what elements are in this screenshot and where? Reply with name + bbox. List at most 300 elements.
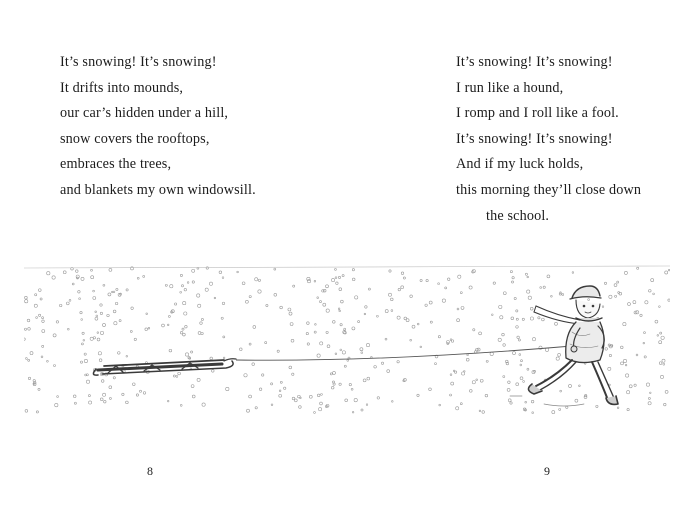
snowflake-dot: [657, 335, 659, 337]
snowflake-dot: [162, 324, 165, 327]
snowflake-dot: [107, 314, 110, 317]
poem-line: It’s snowing! It’s snowing!: [60, 54, 217, 70]
snowflake-dot: [502, 333, 505, 336]
snowflake-dot: [412, 325, 415, 328]
snowflake-dot: [115, 302, 118, 305]
snowflake-dot: [623, 322, 626, 325]
snowflake-dot: [648, 402, 651, 405]
snowflake-dot: [438, 336, 440, 338]
snowflake-dot: [482, 411, 485, 414]
snowflake-dot: [545, 348, 548, 351]
snowflake-dot: [426, 279, 428, 281]
snowflake-dot: [259, 388, 262, 391]
snowflake-dot: [363, 379, 366, 382]
snowflake-dot: [617, 281, 619, 283]
poem-line: I run like a hound,: [456, 79, 564, 96]
snowflake-dot: [366, 404, 368, 406]
snowflake-dot: [655, 320, 658, 323]
snowflake-dot: [145, 328, 148, 331]
snowflake-dot: [242, 282, 245, 285]
snowflake-dot: [38, 388, 40, 390]
snowflake-dot: [439, 404, 441, 406]
snowflake-dot: [330, 373, 332, 375]
snowflake-dot: [100, 331, 103, 334]
snowflake-dot: [99, 359, 102, 362]
snowflake-dot: [344, 328, 346, 330]
snowflake-dot: [291, 339, 294, 342]
snowflake-dot: [636, 354, 638, 356]
snowflake-dot: [391, 310, 393, 312]
snowflake-dot: [126, 289, 128, 291]
snowflake-dot: [109, 268, 112, 271]
snowflake-dot: [364, 313, 366, 315]
snowflake-dot: [645, 301, 648, 304]
snowflake-dot: [342, 275, 344, 277]
snowflake-dot: [579, 385, 581, 387]
poem-line: the school.: [486, 207, 550, 224]
snowflake-dot: [442, 299, 445, 302]
snowflake-dot: [74, 402, 76, 404]
snowflake-dot: [625, 364, 627, 366]
snowflake-dot: [57, 396, 59, 398]
poem-line: It drifts into mounds,: [60, 79, 184, 96]
snowflake-dot: [255, 407, 257, 409]
snowflake-dot: [300, 397, 302, 399]
snowflake-dot: [323, 303, 326, 306]
snowflake-dot: [617, 407, 619, 409]
child-figure-icon: [510, 286, 618, 406]
snowflake-dot: [335, 268, 337, 270]
snowflake-dot: [35, 294, 37, 296]
snowflake-dot: [109, 397, 111, 399]
snowflake-dot: [503, 376, 505, 378]
snowflake-dot: [500, 316, 503, 319]
snowflake-dot: [67, 328, 69, 330]
snowflake-dot: [493, 282, 495, 284]
snowflake-dot: [320, 402, 323, 405]
snowflake-dot: [200, 322, 203, 325]
snowflake-dot: [615, 295, 617, 297]
snowflake-dot: [381, 362, 383, 364]
snowflake-dot: [417, 394, 419, 396]
snowflake-dot: [525, 273, 527, 275]
snowflake-dot: [27, 319, 30, 322]
snowflake-dot: [512, 277, 514, 279]
snowflake-dot: [146, 313, 148, 315]
poem-line: this morning they’ll close down: [456, 181, 642, 198]
snowflake-dot: [547, 275, 550, 278]
snowflake-dot: [466, 358, 469, 361]
snowflake-dot: [201, 318, 203, 320]
snowflake-dot: [528, 296, 531, 299]
snowflake-dot: [91, 276, 94, 279]
poem-line: embraces the trees,: [60, 156, 172, 173]
snowflake-dot: [258, 290, 261, 293]
snowflake-dot: [457, 308, 459, 310]
snowflake-dot: [438, 283, 440, 285]
snowflake-dot: [388, 293, 391, 296]
snowflake-dot: [664, 403, 667, 406]
snowflake-dot: [621, 346, 624, 349]
snowflake-dot: [646, 383, 649, 386]
snowflake-dot: [76, 275, 79, 278]
snowflake-dot: [113, 377, 115, 379]
snowflake-dot: [651, 279, 654, 282]
snowflake-dot: [183, 333, 186, 336]
snowflake-dot: [191, 351, 193, 353]
snowflake-dot: [79, 298, 81, 300]
snowflake-dot: [245, 300, 248, 303]
snowflake-dot: [249, 296, 251, 298]
snowflake-dot: [93, 297, 96, 300]
snowflake-dot: [178, 372, 181, 375]
snowflake-dot: [469, 390, 472, 393]
snowflake-dot: [167, 324, 169, 326]
snowflake-dot: [131, 307, 133, 309]
snowflake-dot: [284, 387, 286, 389]
snowflake-dot: [246, 409, 249, 412]
snowflake-dot: [454, 371, 456, 373]
snowflake-dot: [299, 406, 302, 409]
snowflake-dot: [184, 288, 186, 290]
snowflake-dot: [113, 291, 115, 293]
snowflake-dot: [609, 295, 612, 298]
sled-icon: [93, 359, 236, 375]
snowflake-dot: [222, 277, 224, 279]
snowflake-dot: [619, 292, 622, 295]
snowflake-dot: [28, 328, 31, 331]
snowflake-dot: [165, 284, 167, 286]
poem-line: and blankets my own windowsill.: [60, 181, 256, 198]
snowflake-dot: [659, 306, 661, 308]
snowflake-dot: [374, 366, 377, 369]
snowflake-dot: [80, 311, 82, 313]
snowflake-dot: [430, 321, 432, 323]
snowflake-dot: [480, 379, 483, 382]
snowflake-dot: [624, 271, 627, 274]
snowflake-dot: [508, 399, 511, 402]
snowflake-dot: [627, 408, 629, 410]
snowflake-dot: [180, 331, 183, 334]
snowflake-dot: [643, 342, 645, 344]
snowflake-dot: [331, 278, 334, 281]
snowflake-dot: [89, 401, 92, 404]
snowflake-dot: [352, 269, 354, 271]
snowflake-dot: [103, 284, 105, 286]
snowflake-dot: [255, 278, 258, 281]
snowflake-dot: [314, 412, 316, 414]
snowflake-dot: [292, 373, 294, 375]
snowflake-dot: [271, 404, 273, 406]
snowflake-dot: [174, 303, 176, 305]
snowflake-dot: [508, 381, 511, 384]
snowflake-dot: [118, 352, 121, 355]
snowflake-dot: [320, 301, 322, 303]
snowflake-dot: [530, 317, 533, 320]
snowflake-dot: [25, 296, 28, 299]
snowflake-dot: [320, 342, 323, 345]
snowflake-dot: [420, 279, 422, 281]
snowflake-dot: [551, 295, 553, 297]
snowflake-dot: [314, 331, 316, 333]
snowflake-dot: [309, 395, 312, 398]
snowflake-dot: [633, 301, 636, 304]
snowflake-dot: [323, 289, 326, 292]
snowflake-dot: [214, 297, 216, 299]
snowflake-dot: [406, 319, 409, 322]
snowflake-dot: [180, 404, 182, 406]
snowflake-dot: [307, 277, 310, 280]
snowflake-dot: [307, 322, 310, 325]
snowflake-dot: [521, 360, 523, 362]
snowflake-dot: [335, 353, 337, 355]
snowflake-dot: [572, 272, 574, 274]
snowflake-dot: [289, 366, 292, 369]
snowflake-dot: [391, 401, 393, 403]
snowflake-dot: [76, 270, 79, 273]
snowflake-dot: [668, 269, 670, 271]
snowflake-dot: [389, 270, 391, 272]
snowflake-dot: [614, 284, 617, 287]
snowflake-dot: [499, 305, 502, 308]
snowflake-dot: [435, 363, 437, 365]
snowflake-dot: [100, 398, 103, 401]
snowflake-dot: [136, 394, 138, 396]
snowflake-dot: [202, 403, 205, 406]
snowflake-dot: [69, 299, 71, 301]
snowflake-dot: [341, 300, 344, 303]
snowflake-dot: [520, 364, 522, 366]
snowflake-dot: [198, 304, 201, 307]
snowflake-dot: [522, 318, 524, 320]
snowflake-dot: [604, 282, 606, 284]
snowflake-dot: [266, 304, 268, 306]
snowflake-dot: [42, 320, 45, 323]
snowflake-dot: [498, 338, 501, 341]
snowflake-dot: [130, 330, 132, 332]
snowflake-dot: [187, 282, 189, 284]
snowflake-dot: [317, 354, 320, 357]
snowflake-dot: [398, 288, 401, 291]
snowflake-dot: [650, 392, 652, 394]
snowflake-dot: [472, 381, 475, 384]
snowflake-dot: [91, 269, 93, 271]
snowflake-dot: [26, 358, 28, 360]
snowflake-dot: [360, 348, 363, 351]
snowflake-dot: [623, 359, 626, 362]
snowflake-dot: [279, 394, 282, 397]
snowflake-dot: [109, 386, 112, 389]
snowflake-dot: [253, 326, 256, 329]
snowflake-dot: [648, 397, 650, 399]
snowflake-dot: [335, 277, 337, 279]
snowflake-dot: [25, 410, 28, 413]
snowflake-dot: [339, 383, 341, 385]
snowflake-dot: [629, 385, 632, 388]
snowflake-dot: [306, 332, 308, 334]
snowflake-dot: [479, 410, 481, 412]
snowflake-dot: [41, 356, 43, 358]
snowflake-dot: [119, 320, 121, 322]
snowflake-dot: [59, 304, 62, 307]
snowflake-dot: [662, 359, 665, 362]
snowflake-dot: [288, 308, 291, 311]
snowflake-dot: [352, 411, 354, 413]
snowflake-dot: [518, 339, 520, 341]
snowflake-dot: [176, 376, 178, 378]
snowflake-dot: [277, 350, 279, 352]
snowflake-dot: [223, 357, 225, 359]
snowflake-dot: [476, 379, 478, 381]
snowflake-dot: [197, 378, 200, 381]
snowflake-dot: [338, 308, 340, 310]
snowflake-dot: [54, 365, 56, 367]
snowflake-dot: [219, 271, 222, 274]
snowflake-dot: [28, 377, 30, 379]
snowflake-dot: [97, 338, 100, 341]
snowflake-dot: [352, 327, 355, 330]
snowflake-dot: [274, 268, 276, 270]
snowflake-dot: [72, 283, 74, 285]
snowflake-dot: [554, 322, 557, 325]
snowflake-dot: [627, 391, 630, 394]
snowflake-dot: [73, 395, 76, 398]
sled-rope: [236, 346, 572, 360]
snowflake-dot: [596, 405, 598, 407]
snowflake-dot: [366, 343, 369, 346]
snowflake-dot: [108, 293, 111, 296]
snowflake-dot: [126, 401, 129, 404]
snowflake-dot: [95, 317, 98, 320]
snowflake-dot: [507, 388, 510, 391]
snowflake-dot: [450, 374, 452, 376]
snowflake-dot: [100, 312, 102, 314]
snowflake-dot: [637, 267, 639, 269]
snowflake-dot: [66, 302, 69, 305]
poem-stanza-left: [60, 50, 256, 204]
snowflake-dot: [280, 381, 282, 383]
snowflake-dot: [326, 331, 328, 333]
snowflake-dot: [180, 274, 182, 276]
poem-stanza-right: [456, 50, 641, 229]
snowflake-dot: [139, 390, 141, 392]
snowflake-dot: [339, 310, 341, 312]
snowflake-dot: [36, 317, 38, 319]
snowflake-dot: [368, 288, 370, 290]
snowflake-dot: [519, 354, 521, 356]
poem-line: snow covers the rooftops,: [60, 130, 210, 147]
snowflake-dot: [668, 299, 670, 301]
snowflake-dot: [83, 339, 85, 341]
snowflake-dot: [665, 271, 668, 274]
snowflake-dot: [446, 341, 449, 344]
snowflake-dot: [88, 395, 90, 397]
snowflake-dot: [223, 336, 225, 338]
snowflake-dot: [81, 277, 84, 280]
snowflake-dot: [290, 322, 293, 325]
snowflake-dot: [170, 285, 173, 288]
snowflake-dot: [605, 348, 608, 351]
snowflake-dot: [80, 361, 82, 363]
snowflake-dot: [532, 338, 535, 341]
snowflake-dot: [126, 355, 128, 357]
snowflake-dot: [531, 400, 534, 403]
snowflake-dot: [55, 403, 58, 406]
snowflake-dot: [279, 390, 281, 392]
snowflake-dot: [429, 301, 432, 304]
snowflake-dot: [352, 278, 355, 281]
snowflake-dot: [185, 353, 188, 356]
snowflake-dot: [122, 393, 124, 395]
snowflake-dot: [205, 288, 208, 291]
snowflake-dot: [331, 386, 334, 389]
snowflake-dot: [280, 306, 283, 309]
snowflake-dot: [210, 357, 213, 360]
snowflake-dot: [349, 383, 351, 385]
snowflake-dot: [628, 303, 631, 306]
snowflake-dot: [403, 277, 405, 279]
snowflake-dot: [640, 314, 642, 316]
snowflake-dot: [221, 317, 223, 319]
snowflake-dot: [271, 383, 273, 385]
snowflake-dot: [182, 328, 184, 330]
snowflake-dot: [96, 315, 98, 317]
snowflake-dot: [307, 343, 309, 345]
snowflake-dot: [516, 310, 518, 312]
snowflake-dot: [97, 332, 99, 334]
snowflake-dot: [608, 367, 611, 370]
snowflake-dot: [410, 295, 413, 298]
snowflake-dot: [289, 312, 292, 315]
snowflake-dot: [181, 285, 183, 287]
snowflake-dot: [516, 318, 518, 320]
poem-line: I romp and I roll like a fool.: [456, 105, 619, 122]
snowflake-dot: [514, 297, 516, 299]
snowflake-dot: [239, 348, 242, 351]
snowflake-dot: [212, 370, 215, 373]
snowflake-dot: [510, 402, 512, 404]
poem-line: It’s snowing! It’s snowing!: [456, 54, 613, 70]
snowflake-dot: [458, 275, 461, 278]
snowflake-dot: [451, 382, 454, 385]
snowflake-dot: [558, 353, 561, 356]
snowflake-dot: [52, 276, 55, 279]
snowflake-dot: [397, 316, 400, 319]
snowflake-dot: [588, 299, 590, 301]
snowflake-dot: [132, 383, 135, 386]
snowflake-dot: [167, 400, 169, 402]
snowflake-dot: [34, 304, 37, 307]
snowflake-dot: [198, 332, 201, 335]
snowflake-dot: [634, 384, 636, 386]
snowflake-dot: [559, 408, 561, 410]
snowflake-dot: [183, 301, 186, 304]
snowflake-dot: [340, 349, 342, 351]
snowflake-dot: [130, 267, 133, 270]
snowflake-dot: [332, 381, 334, 383]
snowflake-dot: [445, 287, 447, 289]
snowflake-dot: [560, 390, 562, 392]
snowflake-dot: [93, 290, 95, 292]
snowflake-dot: [53, 334, 56, 337]
snowflake-dot: [447, 278, 450, 281]
snowflake-dot: [429, 388, 432, 391]
snowflake-dot: [42, 345, 44, 347]
snowflake-dot: [584, 396, 587, 399]
snowflake-dot: [321, 394, 323, 396]
snowflake-dot: [56, 321, 58, 323]
snowflake-dot: [367, 377, 370, 380]
